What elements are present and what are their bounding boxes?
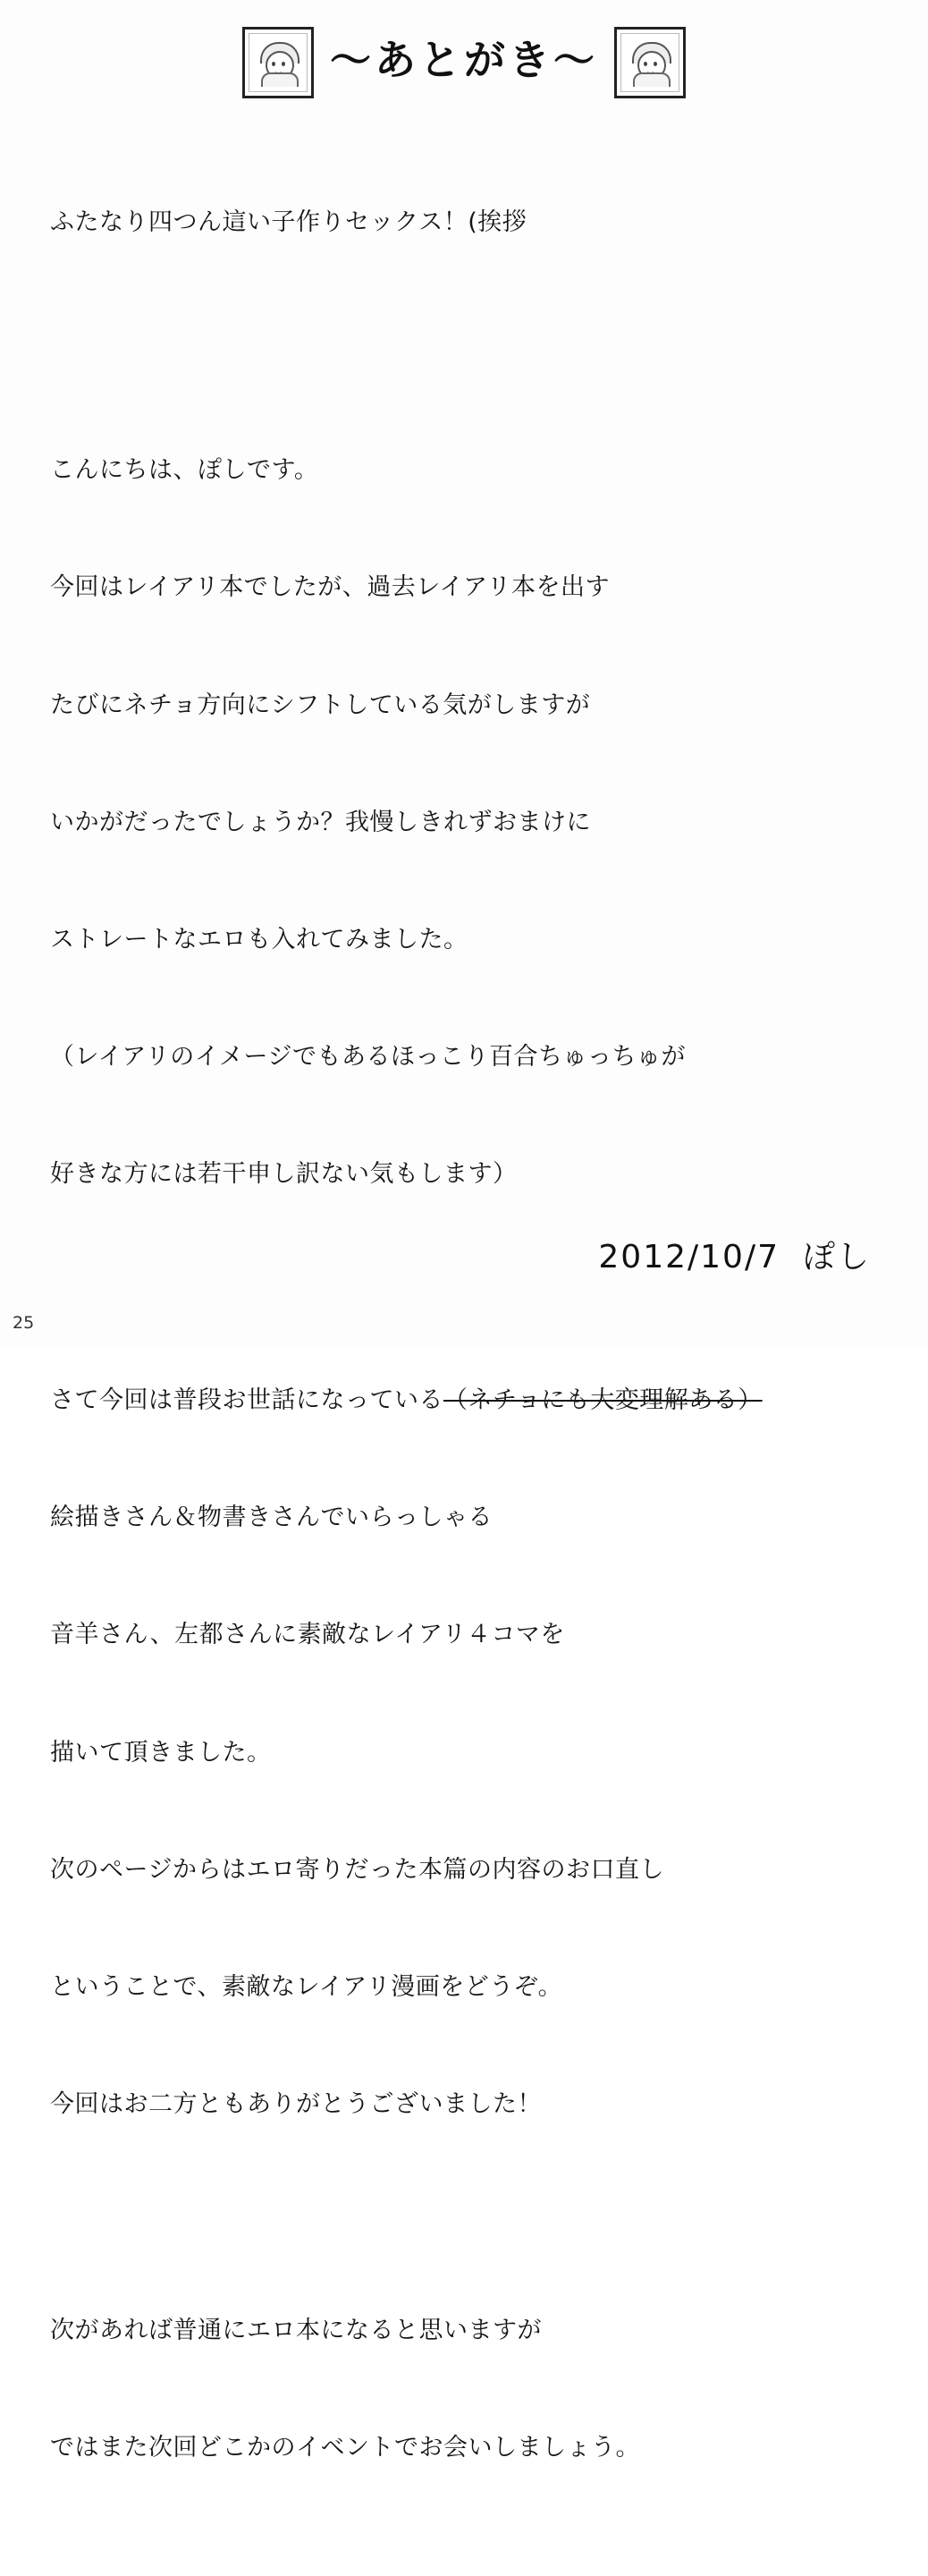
- text-line: たびにネチョ方向にシフトしている気がしますが: [50, 691, 591, 719]
- text-line: 今回はお二方ともありがとうございました！: [50, 2090, 542, 2119]
- text-line: ではまた次回どこかのイベントでお会いしましょう。: [50, 2434, 640, 2462]
- text-line: ということで、素敵なレイアリ漫画をどうぞ。: [50, 1973, 563, 2002]
- text-line: 今回はレイアリ本でしたが、過去レイアリ本を出す: [50, 573, 611, 602]
- text-segment: さて今回は普段お世話になっている: [50, 1386, 443, 1415]
- signature-name: ぽし: [802, 1239, 871, 1275]
- paragraph-closing: [50, 2233, 855, 2546]
- signature: [598, 1232, 871, 1277]
- text-line: （レイアリのイメージでもあるほっこり百合ちゅっちゅが: [50, 1043, 686, 1072]
- struck-text: （ネチョにも大変理解ある）: [443, 1386, 763, 1415]
- character-portrait-right-icon: [614, 27, 686, 98]
- afterword-body: [50, 125, 855, 2576]
- paragraph-thanks: [50, 1303, 855, 2203]
- paragraph-intro: [50, 125, 855, 321]
- character-portrait-left-icon: [242, 27, 314, 98]
- text-line: 絵描きさん＆物書きさんでいらっしゃる: [50, 1504, 493, 1532]
- text-line: いかがだったでしょうか？我慢しきれずおまけに: [50, 808, 591, 836]
- text-line: ふたなり四つん這い子作りセックス！(挨拶: [50, 208, 527, 237]
- text-line: ストレートなエロも入れてみました。: [50, 925, 468, 953]
- afterword-header: [0, 27, 928, 98]
- page-title: 〜あとがき〜: [330, 36, 598, 84]
- text-line-with-strikethrough: [50, 1381, 855, 1420]
- page-number: 25: [13, 1313, 35, 1333]
- text-line: こんにちは、ぽしです。: [50, 456, 319, 485]
- paragraph-greeting: [50, 373, 855, 1273]
- signature-date: 2012/10/7: [598, 1239, 780, 1275]
- text-line: 好きな方には若干申し訳ない気もします）: [50, 1160, 518, 1189]
- text-line: 次のページからはエロ寄りだった本篇の内容のお口直し: [50, 1855, 664, 1884]
- text-line: 音羊さん、左都さんに素敵なレイアリ４コマを: [50, 1621, 565, 1649]
- text-line: 次があれば普通にエロ本になると思いますが: [50, 2316, 542, 2344]
- text-line: 描いて頂きました。: [50, 1738, 272, 1767]
